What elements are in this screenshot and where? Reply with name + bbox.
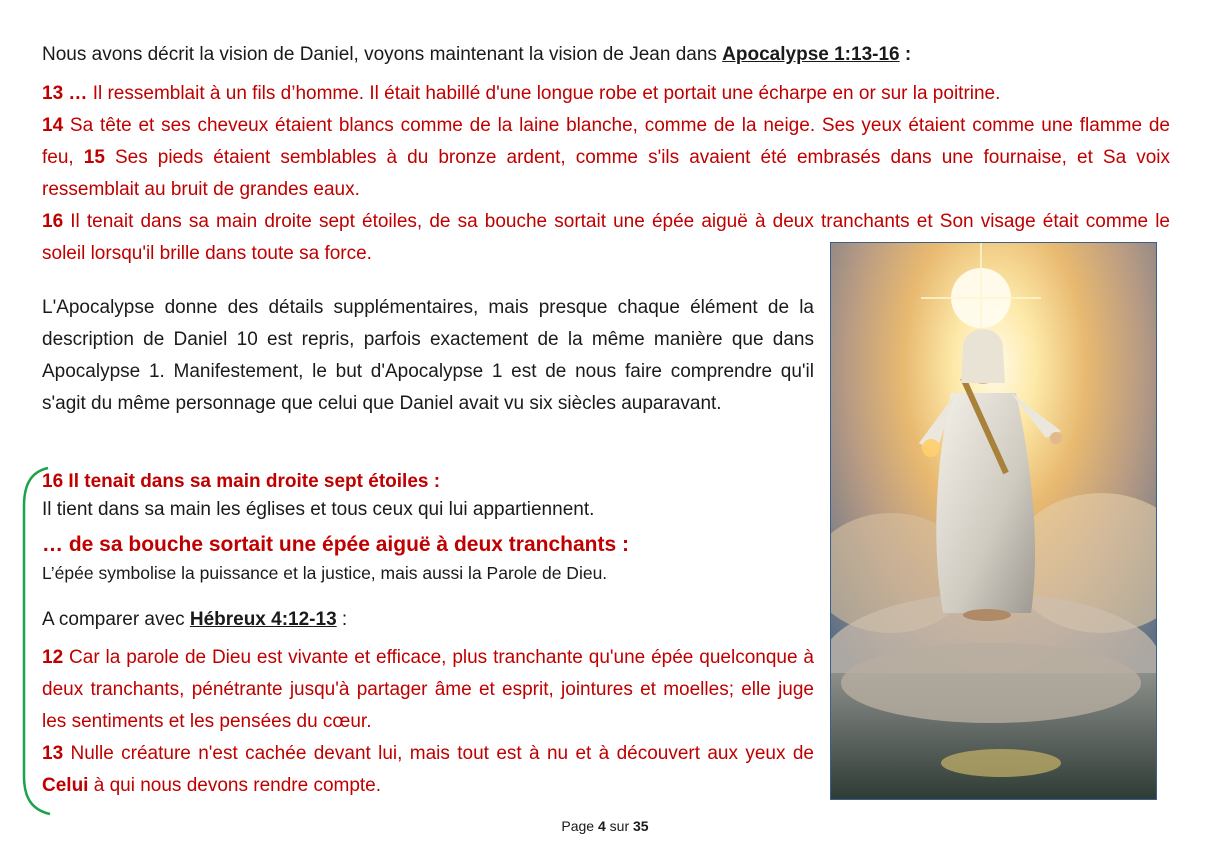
hebrews-reference: Hébreux 4:12-13	[189, 609, 337, 630]
verse-number: 16	[42, 211, 64, 232]
intro-suffix: :	[899, 44, 912, 65]
intro-text: Nous avons décrit la vision de Daniel, voyons maintenant la vision de Jean dans	[42, 44, 723, 65]
hebrews-verse-12	[42, 642, 814, 738]
verse-number: 15	[83, 147, 105, 168]
verse-text: Sa tête et ses cheveux étaient blancs comme de la laine blanche, comme de la neige. Ses yeux étaient comme une flamme de feu,	[42, 115, 1170, 168]
section-sword	[42, 531, 822, 587]
christ-in-glory-painting	[830, 242, 1157, 800]
verse-number: 14	[42, 115, 64, 136]
verse-text: à qui nous devons rendre compte.	[88, 775, 382, 796]
page-sep: sur	[605, 818, 634, 834]
apocalypse-reference: Apocalypse 1:13-16	[722, 44, 900, 65]
verse-text: Nulle créature n'est cachée devant lui, mais tout est à nu et à découvert aux yeux de	[63, 743, 814, 764]
verse-number: 13	[42, 743, 64, 764]
page-number: 4	[597, 818, 606, 834]
compare-suffix: :	[336, 609, 348, 630]
intro-line	[42, 40, 1172, 70]
compare-line	[42, 605, 347, 635]
page-total: 35	[633, 818, 649, 834]
page-footer	[0, 818, 1210, 834]
commentary-paragraph: L'Apocalypse donne des détails supplémentaires, mais presque chaque élément de la description de Daniel 10 est repris, parfois exactement de la même manière que dans Apocalypse 1. Manifestement, le but d'Apocalypse 1 est de nous faire comprendre qu'il s'agit du même personnage que celui que Daniel avait vu six siècles auparavant.	[42, 297, 814, 414]
section-text: L’épée symbolise la puissance et la justice, mais aussi la Parole de Dieu.	[42, 563, 608, 583]
verse-number: 12	[42, 647, 64, 668]
compare-text: A comparer avec	[42, 609, 190, 630]
verse-text: Il tenait dans sa main droite sept étoiles, de sa bouche sortait une épée aiguë à deux tranchants et Son visage était comme le soleil lorsqu'il brille dans toute sa force.	[42, 211, 1170, 264]
verse-14-15	[42, 110, 1170, 206]
verse-text: Ses pieds étaient semblables à du bronze ardent, comme s'ils avaient été embrasés dans une fournaise, et Sa voix ressemblait au bruit de grandes eaux.	[42, 147, 1170, 200]
verse-13	[42, 78, 1170, 110]
section-seven-stars	[42, 468, 822, 524]
section-text: Il tient dans sa main les églises et tous ceux qui lui appartiennent.	[42, 499, 595, 520]
hebrews-verses	[42, 642, 814, 802]
page-label: Page	[561, 818, 598, 834]
section-heading: … de sa bouche sortait une épée aiguë à deux tranchants :	[42, 533, 629, 556]
verse-text: Car la parole de Dieu est vivante et efficace, plus tranchante qu'une épée quelconque à deux tranchants, pénétrante jusqu'à partager âme et esprit, jointures et moelles; elle juge les sentiments et les pensées du cœur.	[42, 647, 814, 732]
hebrews-verse-13	[42, 738, 814, 802]
celui-bold: Celui	[42, 775, 89, 796]
painting-icon	[831, 243, 1157, 800]
verse-number: 13 …	[42, 83, 88, 104]
section-heading: 16 Il tenait dans sa main droite sept étoiles :	[42, 471, 441, 492]
verse-text: Il ressemblait à un fils d’homme. Il était habillé d'une longue robe et portait une écharpe en or sur la poitrine.	[87, 83, 1001, 104]
